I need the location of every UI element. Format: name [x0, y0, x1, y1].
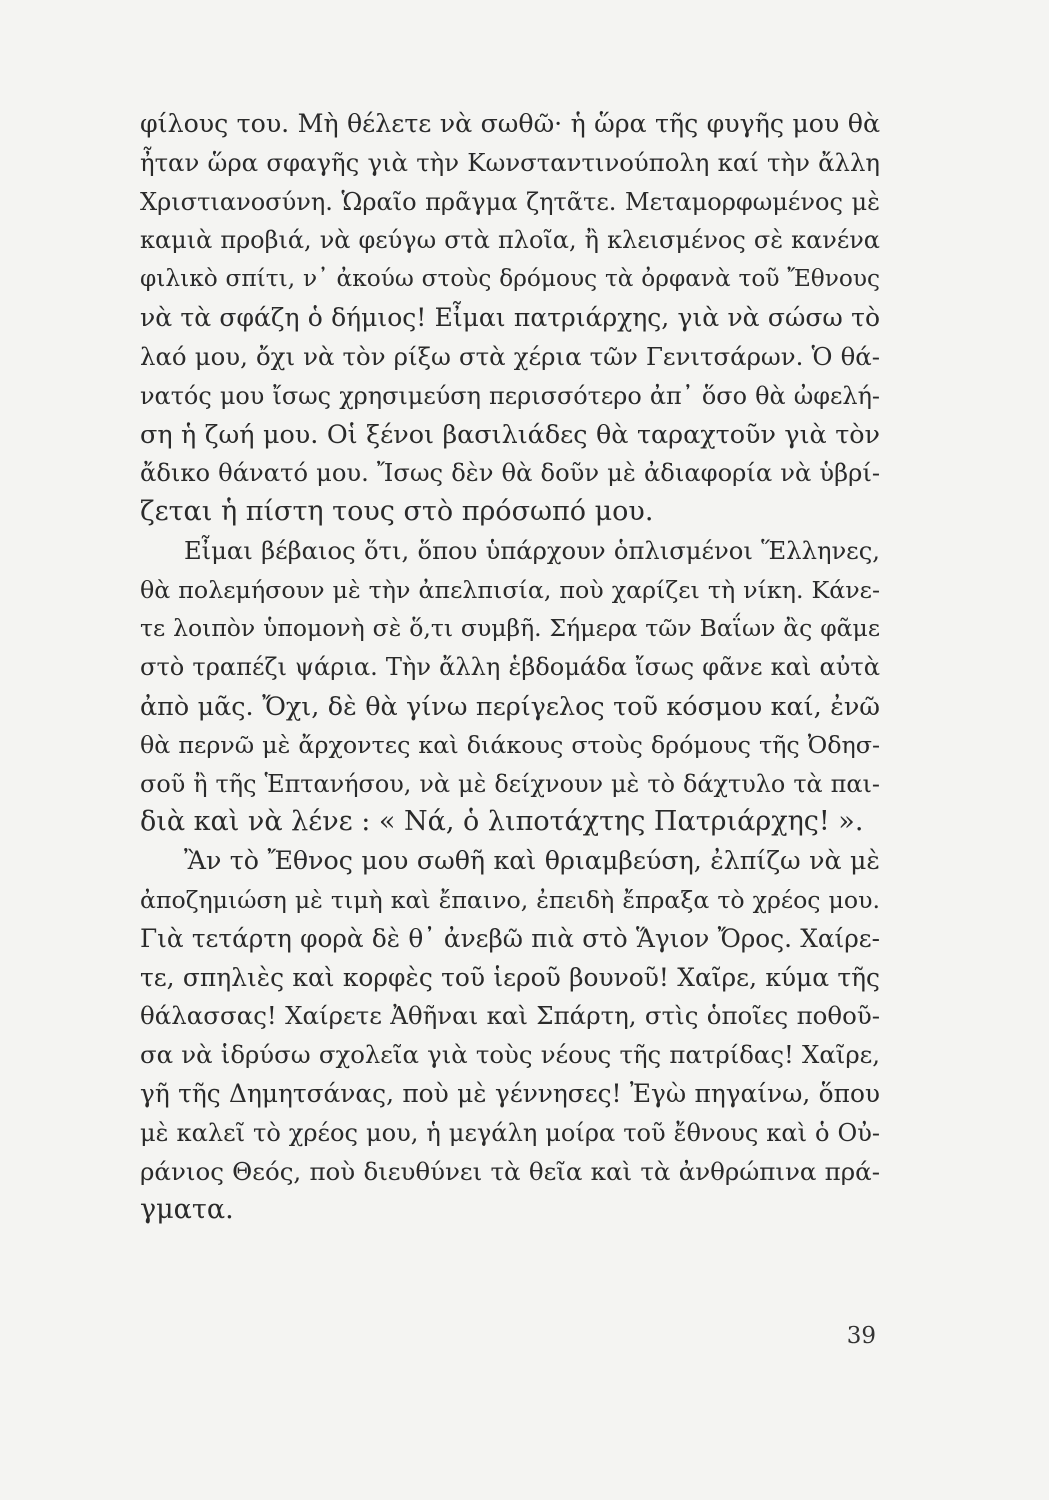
text-line: νὰ τὰ σφάζη ὁ δήμιος! Εἶμαι πατριάρχης, γιὰ νὰ σώσω τὸ: [140, 302, 880, 332]
text-line: λαό μου, ὄχι νὰ τὸν ρίξω στὰ χέρια τῶν Γενιτσάρων. Ὁ θά-: [140, 341, 880, 371]
text-line: τε, σπηλιὲς καὶ κορφὲς τοῦ ἱεροῦ βουνοῦ! Χαῖρε, κύμα τῆς: [140, 962, 880, 992]
text-line: Χριστιανοσύνη. Ὡραῖο πρᾶγμα ζητᾶτε. Μεταμορφωμένος μὲ: [140, 187, 880, 216]
text-line: ράνιος Θεός, ποὺ διευθύνει τὰ θεῖα καὶ τὰ ἀνθρώπινα πρά-: [140, 1156, 880, 1186]
text-line: μὲ καλεῖ τὸ χρέος μου, ἡ μεγάλη μοίρα τοῦ ἔθνους καὶ ὁ Οὐ-: [140, 1118, 880, 1147]
text-line: Εἶμαι βέβαιος ὅτι, ὅπου ὑπάρχουν ὁπλισμένοι Ἕλληνες,: [184, 536, 880, 565]
text-line: θάλασσας! Χαίρετε Ἀθῆναι καὶ Σπάρτη, στὶς ὁποῖες ποθοῦ-: [140, 1001, 880, 1031]
text-line: φιλικὸ σπίτι, ν᾽ ἀκούω στοὺς δρόμους τὰ ὀρφανὰ τοῦ Ἔθνους: [140, 265, 880, 293]
text-line: ἀποζημιώση μὲ τιμὴ καὶ ἔπαινο, ἐπειδὴ ἔπραξα τὸ χρέος μου.: [140, 885, 880, 914]
text-line: ἄδικο θάνατό μου. Ἴσως δὲν θὰ δοῦν μὲ ἀδιαφορία νὰ ὑβρί-: [140, 459, 880, 488]
text-line: διὰ καὶ νὰ λένε : « Νά, ὁ λιποτάχτης Πατριάρχης! ».: [140, 806, 864, 838]
text-line: ἀπὸ μᾶς. Ὄχι, δὲ θὰ γίνω περίγελος τοῦ κόσμου καί, ἐνῶ: [140, 690, 880, 721]
text-line: τε λοιπὸν ὑπομονὴ σὲ ὅ,τι συμβῆ. Σήμερα τῶν Βαΐων ἂς φᾶμε: [140, 614, 880, 643]
text-line: θὰ περνῶ μὲ ἄρχοντες καὶ διάκους στοὺς δρόμους τῆς Ὀδησ-: [140, 730, 880, 759]
text-line: σοῦ ἢ τῆς Ἑπτανήσου, νὰ μὲ δείχνουν μὲ τὸ δάχτυλο τὰ παι-: [140, 769, 880, 798]
text-line: νατός μου ἴσως χρησιμεύση περισσότερο ἀπ᾽ ὅσο θὰ ὠφελή-: [140, 381, 880, 410]
text-line: φίλους του. Μὴ θέλετε νὰ σωθῶ· ἡ ὥρα τῆς φυγῆς μου θὰ: [140, 109, 880, 138]
text-line: καμιὰ προβιά, νὰ φεύγω στὰ πλοῖα, ἢ κλεισμένος σὲ κανένα: [140, 226, 880, 255]
text-line: Ἂν τὸ Ἔθνος μου σωθῆ καὶ θριαμβεύση, ἐλπίζω νὰ μὲ: [184, 846, 880, 876]
text-line: στὸ τραπέζι ψάρια. Τὴν ἄλλη ἑβδομάδα ἴσως φᾶνε καὶ αὐτὰ: [140, 653, 880, 682]
text-line: Γιὰ τετάρτη φορὰ δὲ θ᾽ ἀνεβῶ πιὰ στὸ Ἅγιον Ὄρος. Χαίρε-: [140, 923, 880, 953]
text-line: γματα.: [140, 1194, 234, 1226]
text-line: ζεται ἡ πίστη τους στὸ πρόσωπό μου.: [140, 495, 654, 527]
page-number: 39: [846, 1323, 876, 1349]
text-line: θὰ πολεμήσουν μὲ τὴν ἀπελπισία, ποὺ χαρίζει τὴ νίκη. Κάνε-: [140, 575, 880, 604]
text-line: ση ἡ ζωή μου. Οἱ ξένοι βασιλιάδες θὰ ταραχτοῦν γιὰ τὸν: [140, 419, 880, 450]
text-line: γῆ τῆς Δημητσάνας, ποὺ μὲ γέννησες! Ἐγὼ πηγαίνω, ὅπου: [140, 1078, 880, 1108]
text-line: σα νὰ ἱδρύσω σχολεῖα γιὰ τοὺς νέους τῆς πατρίδας! Χαῖρε,: [140, 1040, 880, 1070]
body-text: [140, 105, 880, 1230]
text-line: ἦταν ὥρα σφαγῆς γιὰ τὴν Κωνσταντινούπολη καί τὴν ἄλλη: [140, 147, 880, 177]
